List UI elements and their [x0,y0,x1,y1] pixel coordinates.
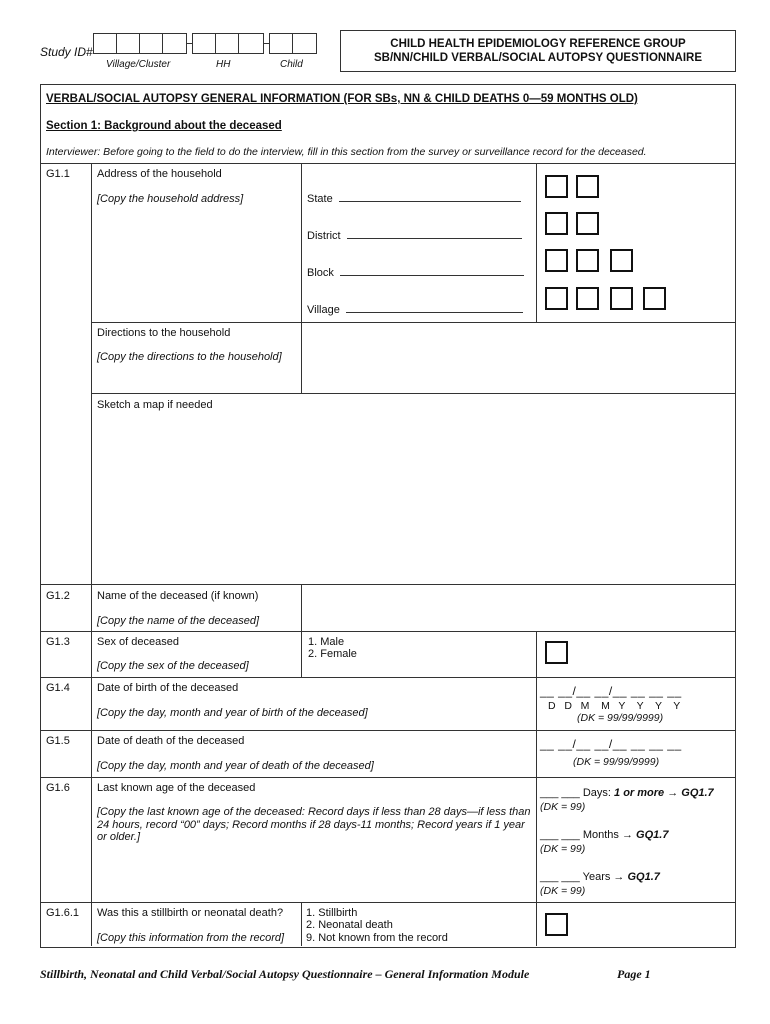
block-code-box[interactable] [610,249,633,272]
district-code-box[interactable] [576,212,599,235]
village-cluster-boxes[interactable] [93,33,187,54]
block-line[interactable] [340,275,524,276]
g12-code: G1.2 [46,590,70,602]
g16-code: G1.6 [46,782,70,794]
g13-code: G1.3 [46,636,70,648]
years-dk: (DK = 99) [540,885,586,897]
g161-label: Was this a stillbirth or neonatal death? [97,907,284,919]
g14-hint: [Copy the day, month and year of birth of the deceased] [97,707,368,719]
g11-label: Address of the household [97,168,222,180]
years-text: Years → [582,871,625,883]
days-blank[interactable]: ___ ___ [540,787,580,799]
village-code-box[interactable] [643,287,666,310]
title-line2: SB/NN/CHILD VERBAL/SOCIAL AUTOPSY QUESTIONNAIRE [374,52,702,64]
dob-dk: (DK = 99/99/9999) [577,712,664,724]
days-text: Days: [582,787,611,799]
village-code-box[interactable] [545,287,568,310]
state-field[interactable] [307,193,521,205]
interviewer-instruction: Interviewer: Before going to the field to do the interview, fill in this section from the survey or surveillance record for the deceased. [46,146,647,158]
death-type-option-not-known[interactable]: 9. Not known from the record [306,932,448,944]
g15-hint: [Copy the day, month and year of death of the deceased] [97,760,374,772]
block-code-box[interactable] [545,249,568,272]
village-line[interactable] [346,312,523,313]
directions-label: Directions to the household [97,327,231,339]
months-blank[interactable]: ___ ___ [540,829,580,841]
death-type-code-box[interactable] [545,913,568,936]
sex-option-male[interactable]: 1. Male [308,636,345,648]
study-id-label: Study ID# [40,45,93,59]
sex-option-female[interactable]: 2. Female [308,648,357,660]
page-number: Page 1 [617,967,651,981]
district-field[interactable] [307,230,522,242]
g14-code: G1.4 [46,682,70,694]
block-field[interactable] [307,267,524,279]
title-line1: CHILD HEALTH EPIDEMIOLOGY REFERENCE GROUP [390,38,686,50]
directions-hint: [Copy the directions to the household] [97,351,282,363]
days-skip: 1 or more → GQ1.7 [614,787,714,799]
child-label: Child [280,59,303,70]
g11-code: G1.1 [46,168,70,180]
main-heading: VERBAL/SOCIAL AUTOPSY GENERAL INFORMATION (FOR SBs, NN & CHILD DEATHS 0—59 MONTHS OLD) [46,93,638,105]
village-code-box[interactable] [610,287,633,310]
death-type-option-neonatal[interactable]: 2. Neonatal death [306,919,393,931]
sketch-label: Sketch a map if needed [97,399,213,411]
g15-label: Date of death of the deceased [97,735,245,747]
footer-text: Stillbirth, Neonatal and Child Verbal/Social Autopsy Questionnaire – General Information Module [40,967,530,981]
g12-label: Name of the deceased (if known) [97,590,259,602]
village-cluster-label: Village/Cluster [106,59,171,70]
months-skip: GQ1.7 [636,829,669,841]
dod-date-line[interactable]: __ __/__ __/__ __ __ __ [540,737,682,751]
sketch-map-area[interactable] [92,415,734,583]
state-line[interactable] [339,201,521,202]
g14-label: Date of birth of the deceased [97,682,239,694]
child-boxes[interactable] [269,33,317,54]
g16-label: Last known age of the deceased [97,782,256,794]
death-type-option-stillbirth[interactable]: 1. Stillbirth [306,907,358,919]
state-code-box[interactable] [545,175,568,198]
village-field[interactable] [307,304,523,316]
g12-hint: [Copy the name of the deceased] [97,615,260,627]
section-heading: Section 1: Background about the deceased [46,120,282,132]
age-years-row[interactable] [540,871,660,883]
dob-date-format: D D M M Y Y Y Y [548,700,681,712]
village-code-box[interactable] [576,287,599,310]
g13-hint: [Copy the sex of the deceased] [97,660,249,672]
state-label: State [307,193,333,205]
g11-hint: [Copy the household address] [97,193,244,205]
district-label: District [307,230,341,242]
title-box [340,30,736,72]
g16-hint: [Copy the last known age of the deceased: Record days if less than 28 days—if less than 24 hours, record “00” days; Record months if 28 days-11 months; Record years if 1 year or older.] [97,806,531,843]
age-days-row[interactable] [540,787,714,799]
deceased-name-input[interactable] [302,585,734,631]
dod-dk: (DK = 99/99/9999) [573,756,660,768]
hh-label: HH [216,59,231,70]
district-line[interactable] [347,238,522,239]
months-dk: (DK = 99) [540,843,586,855]
directions-input-area[interactable] [302,323,734,393]
district-code-box[interactable] [545,212,568,235]
g161-code: G1.6.1 [46,907,80,919]
days-dk: (DK = 99) [540,801,586,813]
block-label: Block [307,267,334,279]
g15-code: G1.5 [46,735,70,747]
years-skip: GQ1.7 [627,871,660,883]
dob-date-line[interactable]: __ __/__ __/__ __ __ __ [540,684,682,698]
age-months-row[interactable] [540,829,668,841]
months-text: Months → [582,829,633,841]
years-blank[interactable]: ___ ___ [540,871,580,883]
state-code-box[interactable] [576,175,599,198]
g13-label: Sex of deceased [97,636,179,648]
household-boxes[interactable] [192,33,264,54]
sex-code-box[interactable] [545,641,568,664]
g161-hint: [Copy this information from the record] [97,932,285,944]
block-code-box[interactable] [576,249,599,272]
village-label: Village [307,304,340,316]
